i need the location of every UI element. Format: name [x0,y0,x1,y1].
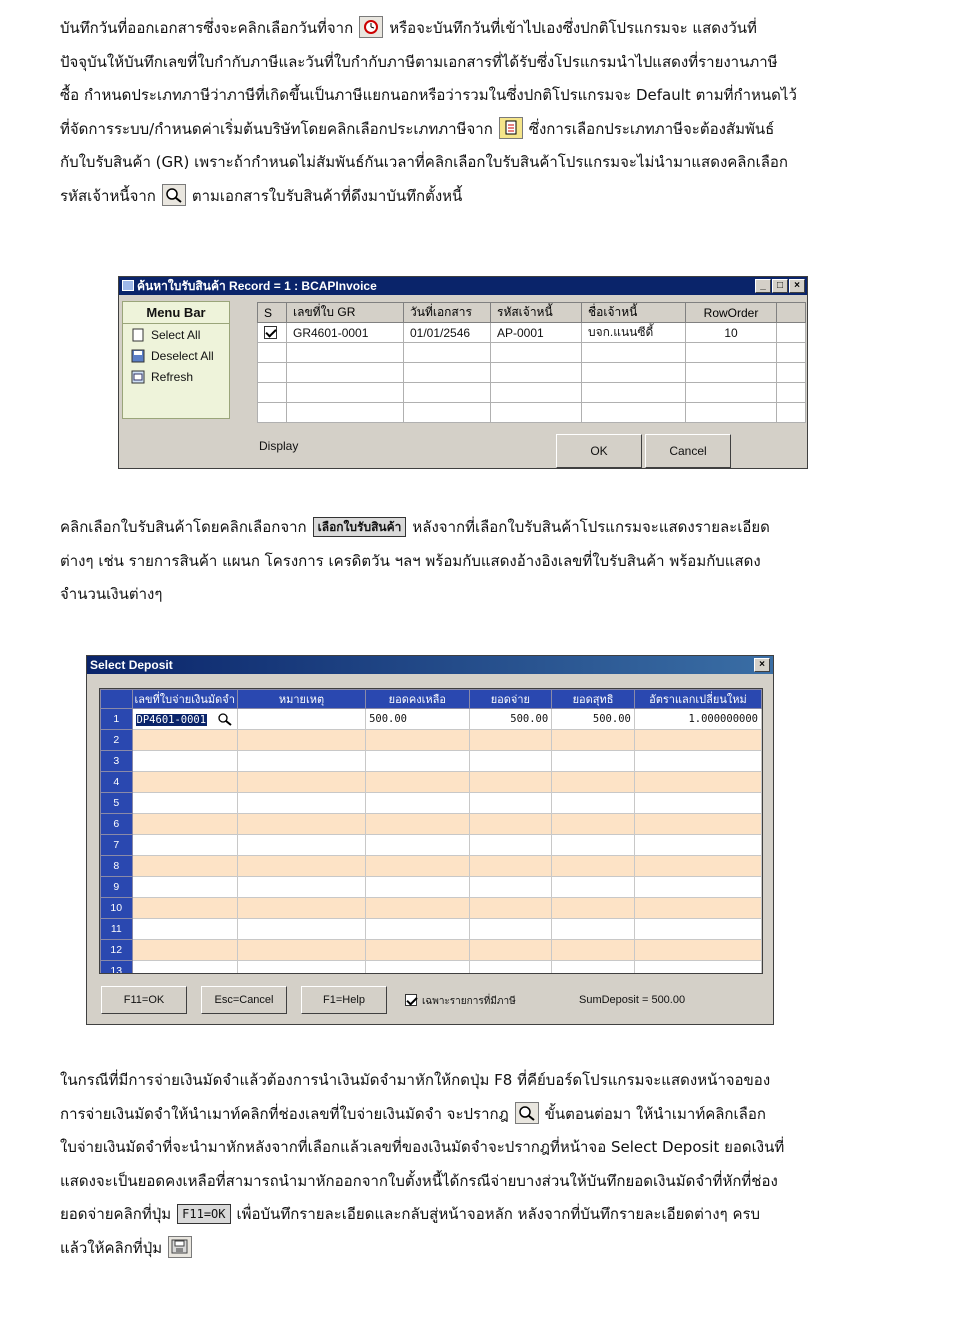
table-row[interactable] [101,751,762,772]
row-number: 8 [101,856,133,877]
calendar-icon[interactable] [359,16,383,38]
menu-bar-title: Menu Bar [123,302,229,324]
deposit-doc-cell[interactable]: DP4601-0001 [132,709,237,730]
table-cell: 01/01/2546 [404,323,491,343]
goods-receipt-search-window [118,276,808,469]
text-line: ยอดจ่ายคลิกที่ปุ่ม F11=OK เพื่อบันทึกรายละเอียดและกลับสู่หน้าจอหลัก หลังจากที่บันทึกรายละเอียดต่างๆ ครบ [60,1205,761,1223]
deposit-table [100,689,762,974]
table-row[interactable] [101,877,762,898]
table-row[interactable] [101,919,762,940]
menu-item-select-all[interactable]: Select All [123,325,229,345]
table-row[interactable] [101,835,762,856]
search-icon[interactable] [162,184,186,206]
table-row[interactable] [101,814,762,835]
f11-ok-button-image[interactable]: F11=OK [177,1204,230,1224]
column-header[interactable]: RowOrder [686,303,777,323]
checkbox[interactable] [264,326,277,339]
row-number: 9 [101,877,133,898]
menu-bar [122,301,230,419]
text-line: การจ่ายเงินมัดจำให้นำเมาท์คลิกที่ช่องเลขที่ใบจ่ายเงินมัดจำ จะปรากฎ ขั้นตอนต่อมา ให้นำเมาท์คลิกเลือก [60,1098,932,1132]
menu-item-refresh[interactable]: Refresh [123,367,229,387]
table-row [258,343,806,363]
paragraph-goods-receipt [60,511,932,612]
table-cell: 500.00 [366,709,470,730]
table-cell[interactable]: 1.000000000 [634,709,761,730]
row-number: 12 [101,940,133,961]
document-icon[interactable] [499,117,523,139]
text-line: ใบจ่ายเงินมัดจำที่จะนำมาหักหลังจากที่เลือกแล้วเลขที่ของเงินมัดจำจะปรากฎที่หน้าจอ Select Deposit ยอดเงินที่ [60,1138,785,1156]
column-header[interactable]: ยอดคงเหลือ [366,690,470,709]
table-cell: บจก.แนนซีดี้ [582,323,686,343]
table-row[interactable] [101,961,762,975]
table-cell[interactable] [237,709,365,730]
window-titlebar [119,277,807,295]
checkbox-label: เฉพาะรายการที่มีภาษี [422,996,516,1007]
table-cell: GR4601-0001 [287,323,404,343]
text-line: บันทึกวันที่ออกเอกสารซึ่งจะคลิกเลือกวันที่จาก หรือจะบันทึกวันที่เข้าไปเองซึ่งปกติโปรแกรมจะ แสดงวันที่ [60,12,932,46]
text-line: รหัสเจ้าหนี้จาก ตามเอกสารใบรับสินค้าที่ดึงมาบันทึกตั้งหนี้ [60,180,932,214]
table-row[interactable] [101,730,762,751]
paragraph-tax-invoice [60,12,932,213]
column-header[interactable]: ยอดจ่าย [469,690,552,709]
table-cell [777,323,806,343]
window-title: ค้นหาใบรับสินค้า Record = 1 : BCAPInvoice [137,279,377,293]
f1-help-button[interactable]: F1=Help [301,986,387,1014]
column-header[interactable]: รหัสเจ้าหนี้ [491,303,582,323]
table-cell: 500.00 [552,709,635,730]
row-number: 1 [101,709,133,730]
table-row[interactable] [101,940,762,961]
minimize-icon[interactable]: _ [755,279,771,293]
table-row[interactable] [101,856,762,877]
table-cell: 10 [686,323,777,343]
row-number: 2 [101,730,133,751]
text-line: คลิกเลือกใบรับสินค้าโดยคลิกเลือกจาก เลือกใบรับสินค้า หลังจากที่เลือกใบรับสินค้าโปรแกรมจะแสดงรายละเอียด [60,518,770,536]
text-line: แสดงจะเป็นยอดคงเหลือที่สามารถนำมาหักออกจากใบตั้งหนี้ได้กรณีจ่ายบางส่วนให้บันทึกยอดเงินมัดจำที่หักที่ช่อง [60,1171,778,1190]
close-icon[interactable]: × [754,658,770,672]
row-number: 5 [101,793,133,814]
table-cell: AP-0001 [491,323,582,343]
text-line: ต่างๆ เช่น รายการสินค้า แผนก โครงการ เครดิตวัน ฯลฯ พร้อมกับแสดงอ้างอิงเลขที่ใบรับสินค้า พร้อมกับแสดง [60,551,761,570]
page-icon [131,328,145,342]
text-line: ปัจจุบันให้บันทึกเลขที่ใบกำกับภาษีและวันที่ใบกำกับภาษีตามเอกสารที่ได้รับซึ่งโปรแกรมนำไปแสดงที่รายงานภาษี [60,52,778,71]
goods-receipt-table [257,302,806,423]
column-header [101,690,133,709]
text-line: แล้วให้คลิกที่ปุ่ม [60,1232,932,1266]
column-header[interactable]: วันที่เอกสาร [404,303,491,323]
column-header[interactable]: หมายเหตุ [237,690,365,709]
maximize-icon[interactable]: □ [772,279,788,293]
table-row [258,383,806,403]
window-title: Select Deposit [90,658,173,672]
text-line: ในกรณีที่มีการจ่ายเงินมัดจำแล้วต้องการนำเงินมัดจำมาหักให้กดปุ่ม F8 ที่คีย์บอร์ดโปรแกรมจะแสดงหน้าจอของ [60,1071,771,1089]
refresh-icon [131,370,145,384]
table-row [258,403,806,423]
row-number: 11 [101,919,133,940]
table-row[interactable] [258,323,806,343]
paragraph-deposit [60,1064,932,1265]
text-line: กับใบรับสินค้า (GR) เพราะถ้ากำหนดไม่สัมพันธ์กันเวลาที่คลิกเลือกใบรับสินค้าโปรแกรมจะไม่นำมาแสดงคลิกเลือก [60,153,788,171]
app-icon [122,280,134,291]
column-header [777,303,806,323]
f11-ok-button[interactable]: F11=OK [101,986,187,1014]
save-icon[interactable] [168,1236,192,1258]
row-number: 3 [101,751,133,772]
select-goods-receipt-button[interactable]: เลือกใบรับสินค้า [313,517,407,537]
row-number: 7 [101,835,133,856]
column-header[interactable]: อัตราแลกเปลี่ยนใหม่ [634,690,761,709]
table-cell[interactable]: 500.00 [469,709,552,730]
sum-deposit-label: SumDeposit = 500.00 [579,994,686,1006]
column-header[interactable]: ชื่อเจ้าหนี้ [582,303,686,323]
select-checkbox[interactable] [258,323,287,343]
column-header[interactable]: เลขที่ใบ GR [287,303,404,323]
save-icon [131,349,145,363]
menu-item-deselect-all[interactable]: Deselect All [123,346,229,366]
row-number: 13 [101,961,133,975]
text-line: ที่จัดการระบบ/กำหนดค่าเริ่มต้นบริษัทโดยคลิกเลือกประเภทภาษีจาก ซึ่งการเลือกประเภทภาษีจะต้องสัมพันธ์ [60,113,932,147]
search-icon[interactable] [217,712,233,726]
checkbox[interactable] [405,994,417,1006]
text-line: จำนวนเงินต่างๆ [60,585,163,603]
table-row[interactable] [101,793,762,814]
tax-only-checkbox[interactable] [405,994,516,1009]
window-titlebar [87,656,773,674]
table-row[interactable] [101,898,762,919]
ok-button[interactable]: OK [556,434,642,468]
display-label: Display [259,439,299,453]
cancel-button[interactable]: Cancel [645,434,731,468]
esc-cancel-button[interactable]: Esc=Cancel [201,986,287,1014]
column-header[interactable]: ยอดสุทธิ [552,690,635,709]
text-line: ซื้อ กำหนดประเภทภาษีว่าภาษีที่เกิดขึ้นเป็นภาษีแยกนอกหรือว่ารวมในซึ่งปกติโปรแกรมจะ Default ตามที่กำหนดไว้ [60,86,797,104]
search-icon[interactable] [515,1102,539,1124]
column-header[interactable]: S [258,303,287,323]
deposit-grid [99,688,763,974]
row-number: 6 [101,814,133,835]
row-number: 4 [101,772,133,793]
table-row[interactable] [101,709,762,730]
column-header[interactable]: เลขที่ใบจ่ายเงินมัดจำ [132,690,237,709]
row-number: 10 [101,898,133,919]
close-icon[interactable]: × [789,279,805,293]
table-row[interactable] [101,772,762,793]
table-row [258,363,806,383]
select-deposit-window [86,655,774,1025]
